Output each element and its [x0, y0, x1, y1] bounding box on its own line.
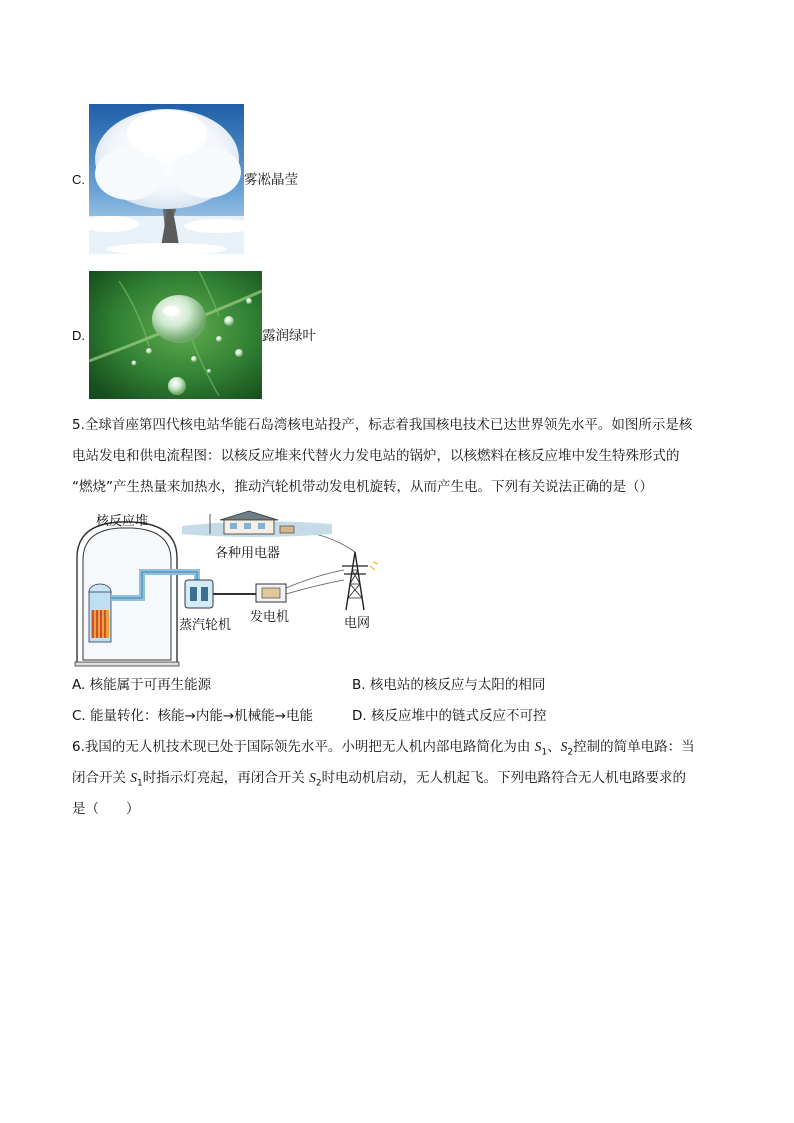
q6-line-2-start: 闭合开关 — [72, 770, 131, 786]
q6-line-1 — [72, 737, 695, 763]
dew-leaf-picture — [89, 271, 262, 399]
q5-line-2: 电站发电和供电流程图：以核反应堆来代替火力发电站的锅炉，以核燃料在核反应堆中发生特殊形式的 — [72, 448, 680, 464]
nuclear-plant-drawing — [72, 510, 392, 668]
rime-tree-picture — [89, 104, 244, 254]
q6-line-1-end: 控制的简单电路：当 — [573, 739, 695, 755]
q6-line-2-end: 时电动机启动，无人机起飞。下列电路符合无人机电路要求的 — [321, 770, 687, 786]
q5-line-3: “燃烧”产生热量来加热水，推动汽轮机带动发电机旋转，从而产生电。下列有关说法正确的是（） — [72, 479, 653, 495]
nuclear-plant-diagram — [72, 510, 392, 668]
switch-s2-symbol-2: S — [309, 770, 316, 785]
label-turbine: 蒸汽轮机 — [179, 618, 232, 633]
label-reactor: 核反应堆 — [96, 514, 149, 529]
switch-s2-subscript-2: 2 — [315, 778, 322, 789]
q5-option-d: D. 核反应堆中的链式反应不可控 — [352, 708, 547, 724]
q6-line-1-start: 6.我国的无人机技术现已处于国际领先水平。小明把无人机内部电路简化为由 — [72, 739, 535, 755]
option-c-letter: C. — [72, 172, 85, 187]
q5-line-1: 5.全球首座第四代核电站华能石岛湾核电站投产，标志着我国核电技术已达世界领先水平。如图所示是核 — [72, 417, 693, 433]
switch-s1-subscript: 1 — [541, 747, 548, 758]
q5-option-b: B. 核电站的核反应与太阳的相同 — [352, 677, 546, 693]
switch-s2-symbol: S — [560, 739, 568, 754]
q6-line-2 — [72, 768, 686, 794]
option-d-letter: D. — [72, 328, 85, 343]
label-appliances: 各种用电器 — [215, 546, 281, 561]
rime-tree-image — [89, 104, 244, 254]
switch-s1-symbol: S — [534, 739, 542, 754]
label-grid: 电网 — [344, 616, 371, 631]
q6-separator: 、 — [547, 739, 561, 755]
switch-s1-subscript-2: 1 — [137, 778, 143, 789]
q6-line-3: 是（ ） — [72, 801, 140, 817]
switch-s2-subscript: 2 — [567, 747, 574, 758]
label-generator: 发电机 — [250, 610, 290, 625]
q6-line-2-mid: 时指示灯亮起，再闭合开关 — [142, 770, 310, 786]
q5-option-a: A. 核能属于可再生能源 — [72, 677, 212, 693]
switch-s1-symbol-2: S — [130, 770, 138, 785]
option-c-caption: 雾凇晶莹 — [244, 172, 298, 188]
q5-option-c: C. 能量转化：核能→内能→机械能→电能 — [72, 708, 313, 724]
option-d-caption: 露润绿叶 — [262, 328, 316, 344]
dew-leaf-image — [89, 271, 262, 399]
